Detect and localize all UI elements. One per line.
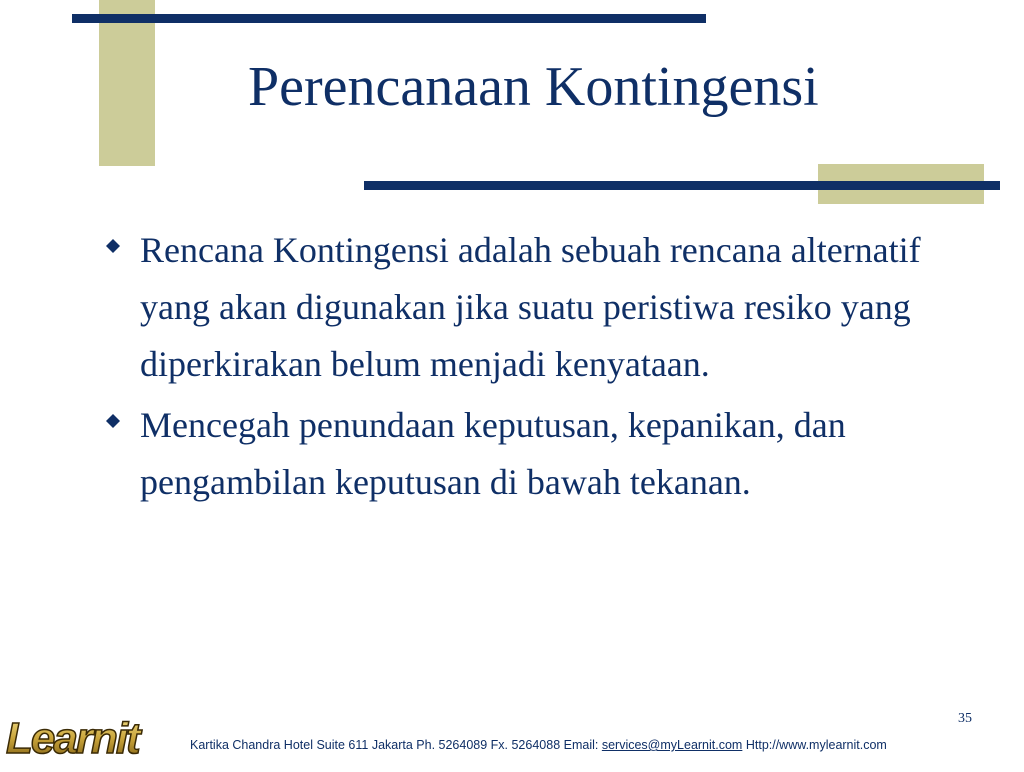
footer-address: Kartika Chandra Hotel Suite 611 Jakarta Ph. 5264089 Fx. 5264088 Email:: [190, 738, 599, 752]
bullet-text: Mencegah penundaan keputusan, kepanikan, dan pengambilan keputusan di bawah tekanan.: [140, 405, 846, 502]
page-number: 35: [958, 711, 972, 726]
footer-email-link[interactable]: services@myLearnit.com: [601, 738, 743, 752]
decor-navy-bar-bottom: [364, 181, 1000, 190]
diamond-bullet-icon: [106, 239, 120, 253]
bullet-text: Rencana Kontingensi adalah sebuah rencana alternatif yang akan digunakan jika suatu peristiwa resiko yang diperkirakan belum menjadi kenyataan.: [140, 230, 921, 384]
footer: [190, 738, 887, 752]
bullet-item: [102, 222, 982, 393]
decor-navy-bar-top: [72, 14, 706, 23]
diamond-bullet-icon: [106, 414, 120, 428]
footer-website[interactable]: Http://www.mylearnit.com: [745, 738, 887, 752]
bullet-list: [102, 222, 982, 515]
svg-text:Learnit: Learnit: [6, 714, 139, 763]
slide-title: Perencanaan Kontingensi: [248, 56, 819, 118]
bullet-item: [102, 397, 982, 511]
learnit-logo-icon: [2, 705, 182, 767]
decor-olive-block-left: [99, 0, 155, 166]
